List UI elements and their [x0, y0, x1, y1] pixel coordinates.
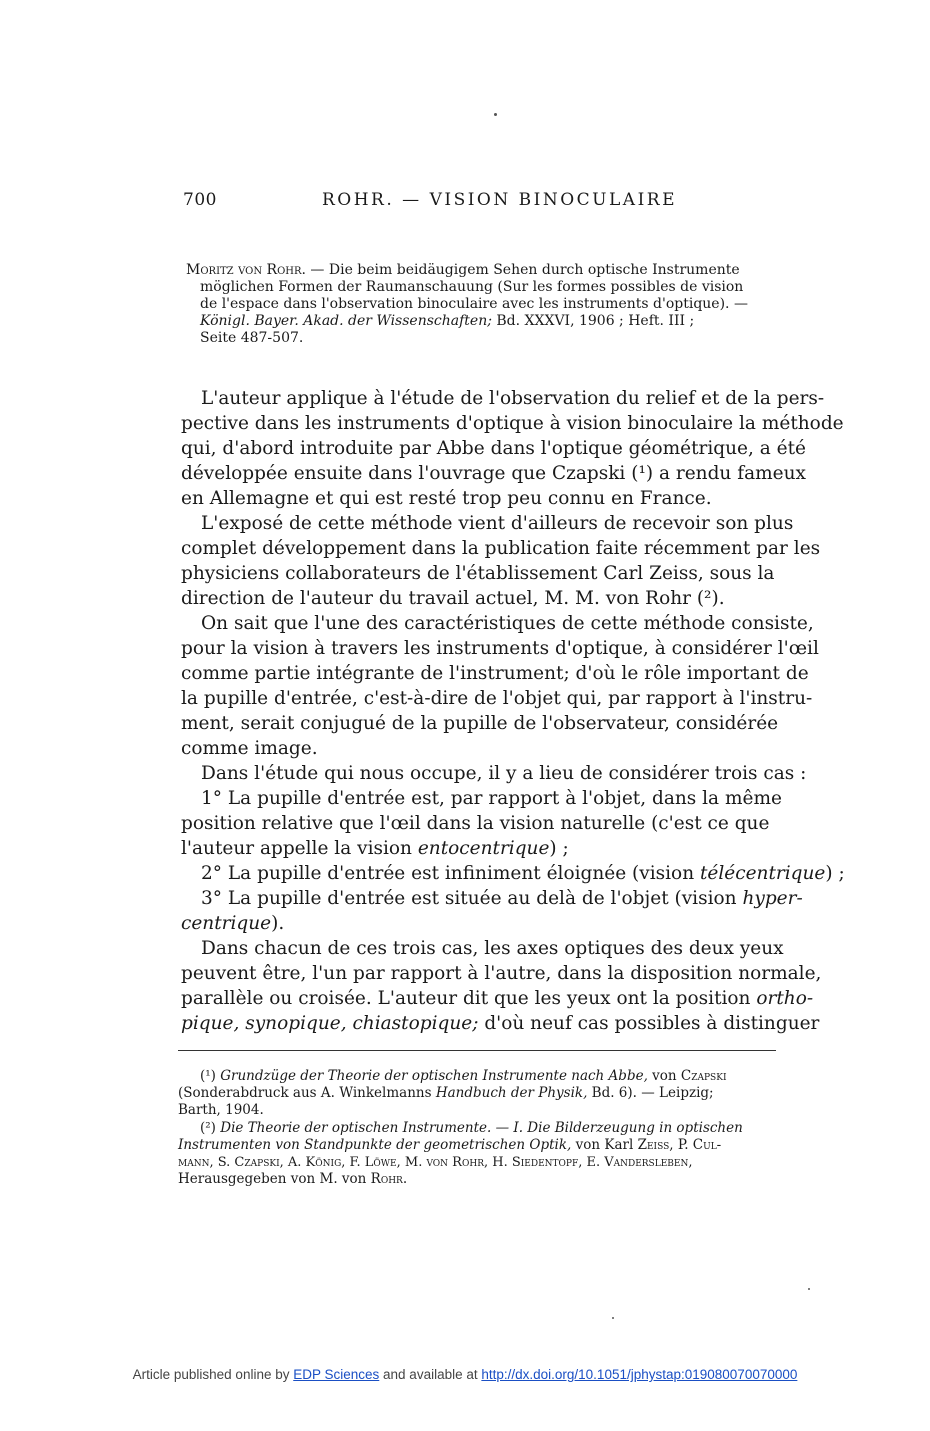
body-line: centrique).	[181, 913, 285, 934]
footnote-rule	[178, 1050, 776, 1051]
body-line: pective dans les instruments d'optique à vision binoculaire la méthode	[181, 413, 844, 434]
body-line: l'auteur appelle la vision entocentrique) ;	[181, 838, 569, 859]
footnote-2: (²) Die Theorie der optischen Instrumente. — I. Die Bilderzeugung in optischen	[200, 1120, 743, 1136]
body-line: comme partie intégrante de l'instrument; d'où le rôle important de	[181, 663, 809, 684]
body-line: direction de l'auteur du travail actuel, M. M. von Rohr (²).	[181, 588, 725, 609]
body-line: développée ensuite dans l'ouvrage que Czapski (¹) a rendu fameux	[181, 463, 806, 484]
reference-line: Seite 487-507.	[200, 330, 304, 346]
footnote-1: (¹) Grundzüge der Theorie der optischen Instrumente nach Abbe, von Czapski	[200, 1068, 727, 1084]
reference-line: möglichen Formen der Raumanschauung (Sur les formes possibles de vision	[200, 279, 744, 295]
publisher-link[interactable]: EDP Sciences	[293, 1367, 380, 1382]
reference-line: Königl. Bayer. Akad. der Wissenschaften; Bd. XXXVI, 1906 ; Heft. III ;	[200, 313, 695, 329]
body-line: Dans chacun de ces trois cas, les axes optiques des deux yeux	[201, 938, 784, 959]
body-line: ment, serait conjugué de la pupille de l'observateur, considérée	[181, 713, 779, 734]
reference-author: Moritz von Rohr.	[186, 262, 306, 278]
footnote-1-line: (Sonderabdruck aus A. Winkelmanns Handbuch der Physik, Bd. 6). — Leipzig;	[178, 1085, 714, 1101]
body-line: 3° La pupille d'entrée est située au delà de l'objet (vision hyper-	[201, 888, 803, 909]
term-entocentrique: entocentrique	[417, 838, 550, 859]
body-line: position relative que l'œil dans la vision naturelle (c'est ce que	[181, 813, 770, 834]
footnote-2-line: mann, S. Czapski, A. König, F. Löwe, M. von Rohr, H. Siedentopf, E. Vandersleben,	[178, 1155, 693, 1170]
running-head: ROHR. — VISION BINOCULAIRE	[322, 190, 677, 210]
term-telecentrique: télécentrique	[700, 863, 826, 884]
body-line: 2° La pupille d'entrée est infiniment éloignée (vision télécentrique) ;	[201, 863, 845, 884]
body-line: Dans l'étude qui nous occupe, il y a lieu de considérer trois cas :	[201, 763, 807, 784]
reference-line: de l'espace dans l'observation binoculaire avec les instruments d'optique). —	[200, 296, 748, 312]
body-line: peuvent être, l'un par rapport à l'autre, dans la disposition normale,	[181, 963, 822, 984]
publisher-footer: Article published online by EDP Sciences and available at http://dx.doi.org/10.1051/jphystap:019080070070000	[132, 1367, 798, 1382]
scan-speck	[494, 113, 497, 116]
body-line: comme image.	[181, 738, 318, 759]
term-positions: pique, synopique, chiastopique;	[181, 1013, 479, 1034]
body-line: parallèle ou croisée. L'auteur dit que les yeux ont la position ortho-	[181, 988, 814, 1009]
reference-journal: Königl. Bayer. Akad. der Wissenschaften;	[200, 313, 492, 329]
body-line: pique, synopique, chiastopique; d'où neuf cas possibles à distinguer	[181, 1013, 820, 1034]
reference-line: Moritz von Rohr. — Die beim beidäugigem Sehen durch optische Instrumente	[186, 262, 740, 278]
footnote-1-line: Barth, 1904.	[178, 1102, 264, 1118]
body-line: pour la vision à travers les instruments d'optique, à considérer l'œil	[181, 638, 819, 659]
scan-speck	[808, 1288, 810, 1290]
body-line: qui, d'abord introduite par Abbe dans l'optique géométrique, a été	[181, 438, 806, 459]
doi-link[interactable]: http://dx.doi.org/10.1051/jphystap:019080070070000	[481, 1367, 798, 1382]
body-line: en Allemagne et qui est resté trop peu connu en France.	[181, 488, 712, 509]
scan-speck	[612, 1317, 614, 1319]
footnote-2-line: Instrumenten von Standpunkte der geometrischen Optik, von Karl Zeiss, P. Cul-	[178, 1137, 722, 1153]
body-line: la pupille d'entrée, c'est-à-dire de l'objet qui, par rapport à l'instru-	[181, 688, 813, 709]
page-number: 700	[183, 190, 217, 210]
body-line: physiciens collaborateurs de l'établissement Carl Zeiss, sous la	[181, 563, 775, 584]
term-ortho: ortho-	[756, 988, 814, 1009]
body-line: L'auteur applique à l'étude de l'observation du relief et de la pers-	[201, 388, 825, 409]
footnote-2-line: Herausgegeben von M. von Rohr.	[178, 1171, 408, 1187]
body-line: 1° La pupille d'entrée est, par rapport à l'objet, dans la même	[201, 788, 782, 809]
body-line: On sait que l'une des caractéristiques de cette méthode consiste,	[201, 613, 814, 634]
term-hyper: hyper-	[742, 888, 803, 909]
body-line: complet développement dans la publication faite récemment par les	[181, 538, 821, 559]
body-line: L'exposé de cette méthode vient d'ailleurs de recevoir son plus	[201, 513, 794, 534]
